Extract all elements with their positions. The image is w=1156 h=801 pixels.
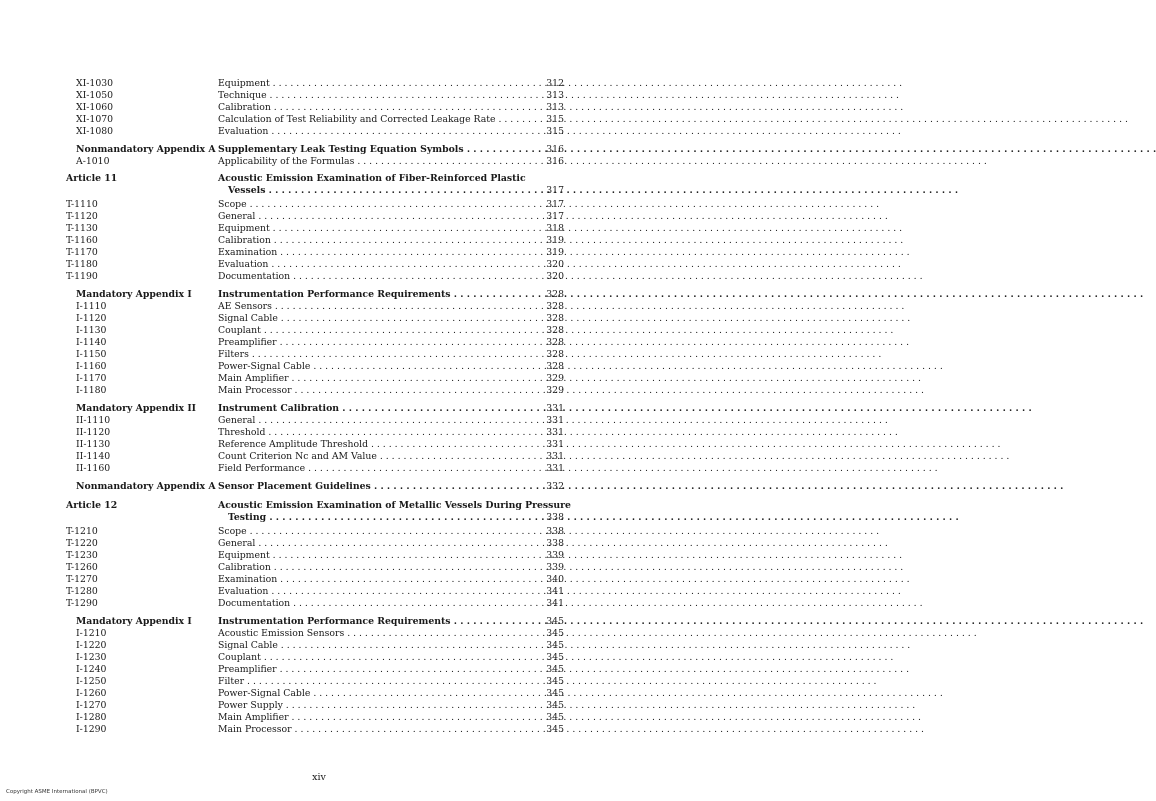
copyright-notice: Copyright ASME International (BPVC): [6, 789, 108, 795]
toc-entry-page: 320: [546, 259, 564, 270]
toc-entry-id: Nonmandatory Appendix A: [76, 144, 216, 155]
toc-entry-title: General . . .: [218, 538, 522, 550]
toc-entry-page: 328: [546, 337, 564, 348]
toc-entry-page: 329: [546, 385, 564, 396]
toc-entry-id: II-1110: [76, 415, 111, 426]
toc-entry-id: XI-1070: [76, 114, 114, 125]
toc-entry-page: 338: [546, 512, 564, 523]
toc-entry-page: 328: [546, 289, 564, 300]
toc-entry-title: Couplant . . .: [218, 652, 522, 664]
toc-entry[interactable]: [66, 688, 566, 700]
toc-entry-id: I-1220: [76, 640, 107, 651]
toc-entry-title: Signal Cable . . .: [218, 313, 522, 325]
toc-entry-title: Power-Signal Cable . . .: [218, 361, 522, 373]
toc-entry-id: Nonmandatory Appendix A: [76, 481, 216, 492]
toc-entry-page: 319: [546, 235, 564, 246]
toc-entry-page: 317: [546, 185, 564, 196]
toc-entry-page: 317: [546, 199, 564, 210]
toc-entry[interactable]: [66, 361, 566, 373]
toc-entry-title: Acoustic Emission Examination of Metallic Vessels During Pressure: [218, 500, 571, 511]
toc-entry-page: 345: [546, 628, 564, 639]
toc-entry[interactable]: [66, 538, 566, 550]
toc-entry-id: I-1130: [76, 325, 107, 336]
toc-entry-id: I-1270: [76, 700, 107, 711]
toc-entry[interactable]: [66, 700, 566, 712]
toc-entry-title: General . . .: [218, 211, 522, 223]
toc-entry[interactable]: [66, 349, 566, 361]
toc-entry[interactable]: [66, 337, 566, 349]
toc-entry-title: Count Criterion Nc and AM Value . . .: [218, 451, 522, 463]
toc-entry[interactable]: [66, 259, 566, 271]
toc-entry-title: Equipment . . .: [218, 78, 522, 90]
toc-entry-title: Instrumentation Performance Requirements . . .: [218, 289, 522, 301]
toc-entry[interactable]: [66, 550, 566, 562]
toc-entry-id: T-1190: [66, 271, 98, 282]
toc-entry-title: Calculation of Test Reliability and Corrected Leakage Rate . . .: [218, 114, 522, 126]
toc-entry-page: 319: [546, 247, 564, 258]
toc-entry-title: Reference Amplitude Threshold . . .: [218, 439, 522, 451]
toc-entry-id: XI-1030: [76, 78, 114, 89]
toc-entry[interactable]: [66, 90, 566, 102]
toc-entry-title: General . . .: [218, 415, 522, 427]
toc-entry-title: Threshold . . .: [218, 427, 522, 439]
toc-entry-title: Technique . . .: [218, 90, 522, 102]
toc-entry-id: XI-1080: [76, 126, 114, 137]
toc-entry-page: 332: [546, 481, 564, 492]
toc-entry[interactable]: [66, 451, 566, 463]
toc-entry-title: Instrument Calibration . . .: [218, 403, 522, 415]
toc-entry-id: Mandatory Appendix I: [76, 289, 192, 300]
toc-entry-title: Vessels . . .: [228, 185, 522, 197]
toc-entry[interactable]: [66, 114, 566, 126]
toc-entry-page: 318: [546, 223, 564, 234]
toc-entry-id: T-1180: [66, 259, 98, 270]
toc-entry[interactable]: [66, 289, 566, 301]
toc-entry-page: 313: [546, 102, 564, 113]
toc-entry-title: Scope . . .: [218, 526, 522, 538]
toc-entry-title: Acoustic Emission Examination of Fiber-Reinforced Plastic: [218, 173, 526, 184]
toc-entry-page: 331: [546, 439, 564, 450]
toc-entry-title: Examination . . .: [218, 574, 522, 586]
toc-entry-id: I-1180: [76, 385, 107, 396]
toc-entry-id: I-1150: [76, 349, 107, 360]
toc-entry-title: Calibration . . .: [218, 102, 522, 114]
page-number: xiv: [312, 772, 326, 783]
toc-entry-page: 328: [546, 349, 564, 360]
toc-entry-title: Evaluation . . .: [218, 586, 522, 598]
toc-entry-title: Preamplifier . . .: [218, 337, 522, 349]
toc-entry[interactable]: [66, 664, 566, 676]
toc-entry-title: Scope . . .: [218, 199, 522, 211]
toc-entry-title: Evaluation . . .: [218, 126, 522, 138]
toc-entry[interactable]: [66, 385, 566, 397]
toc-entry-title: Power-Signal Cable . . .: [218, 688, 522, 700]
toc-entry-title: Documentation . . .: [218, 598, 522, 610]
toc-entry-title: Main Processor . . .: [218, 385, 522, 397]
toc-entry-page: 329: [546, 373, 564, 384]
toc-entry[interactable]: [66, 373, 566, 385]
toc-entry-id: I-1280: [76, 712, 107, 723]
toc-entry-title: Main Processor . . .: [218, 724, 522, 736]
toc-entry-page: 331: [546, 403, 564, 414]
toc-entry-id: Article 12: [66, 500, 118, 511]
toc-entry-page: 339: [546, 550, 564, 561]
toc-entry-page: 328: [546, 313, 564, 324]
toc-entry-id: T-1130: [66, 223, 98, 234]
toc-entry-id: II-1140: [76, 451, 111, 462]
toc-entry-page: 345: [546, 652, 564, 663]
toc-entry[interactable]: [66, 640, 566, 652]
toc-entry[interactable]: [66, 415, 566, 427]
toc-entry-title: Main Amplifier . . .: [218, 712, 522, 724]
toc-entry-page: 338: [546, 538, 564, 549]
toc-entry-page: 331: [546, 451, 564, 462]
toc-entry[interactable]: [66, 616, 566, 628]
toc-entry-title: Applicability of the Formulas . . .: [218, 156, 522, 168]
toc-entry-id: T-1210: [66, 526, 98, 537]
toc-entry-id: I-1250: [76, 676, 107, 687]
toc-entry-title: Equipment . . .: [218, 550, 522, 562]
toc-entry-title: Field Performance . . .: [218, 463, 522, 475]
toc-entry-id: I-1160: [76, 361, 107, 372]
toc-entry-id: T-1110: [66, 199, 98, 210]
toc-entry-title: Testing . . .: [228, 512, 522, 524]
toc-entry-id: Mandatory Appendix I: [76, 616, 192, 627]
toc-entry-page: 345: [546, 676, 564, 687]
toc-entry-id: T-1220: [66, 538, 98, 549]
toc-entry[interactable]: [66, 301, 566, 313]
toc-entry[interactable]: [66, 562, 566, 574]
toc-entry-id: I-1240: [76, 664, 107, 675]
toc-entry-page: 331: [546, 415, 564, 426]
toc-entry[interactable]: [66, 403, 566, 415]
toc-entry-page: 331: [546, 427, 564, 438]
toc-entry[interactable]: [66, 313, 566, 325]
toc-entry-page: 328: [546, 301, 564, 312]
toc-entry-id: XI-1060: [76, 102, 114, 113]
toc-entry[interactable]: [66, 144, 566, 156]
toc-entry-page: 312: [546, 78, 564, 89]
toc-entry-id: I-1170: [76, 373, 107, 384]
toc-entry-title: Signal Cable . . .: [218, 640, 522, 652]
toc-entry[interactable]: [66, 500, 571, 512]
toc-entry[interactable]: [66, 102, 566, 114]
toc-entry-title: Equipment . . .: [218, 223, 522, 235]
toc-entry-page: 315: [546, 114, 564, 125]
toc-entry[interactable]: [66, 211, 566, 223]
toc-entry-id: T-1260: [66, 562, 98, 573]
toc-entry-id: I-1260: [76, 688, 107, 699]
toc-entry-id: Mandatory Appendix II: [76, 403, 197, 414]
toc-entry-id: T-1170: [66, 247, 98, 258]
toc-entry-page: 345: [546, 724, 564, 735]
toc-entry-id: I-1230: [76, 652, 107, 663]
toc-entry-title: Filters . . .: [218, 349, 522, 361]
toc-entry-title: Sensor Placement Guidelines . . .: [218, 481, 522, 493]
toc-entry-id: XI-1050: [76, 90, 114, 101]
toc-entry[interactable]: [66, 235, 566, 247]
toc-entry[interactable]: [66, 223, 566, 235]
toc-entry[interactable]: [66, 427, 566, 439]
toc-entry-page: 345: [546, 688, 564, 699]
toc-entry-page: 341: [546, 586, 564, 597]
toc-entry[interactable]: [66, 325, 566, 337]
toc-entry-page: 340: [546, 574, 564, 585]
toc-entry-page: 345: [546, 700, 564, 711]
toc-entry[interactable]: [66, 247, 566, 259]
toc-entry-id: T-1290: [66, 598, 98, 609]
toc-entry-id: I-1290: [76, 724, 107, 735]
toc-entry-title: Examination . . .: [218, 247, 522, 259]
toc-entry-title: Filter . . .: [218, 676, 522, 688]
toc-entry-page: 338: [546, 526, 564, 537]
toc-entry-title: Supplementary Leak Testing Equation Symbols . . .: [218, 144, 522, 156]
toc-entry-title: Couplant . . .: [218, 325, 522, 337]
toc-entry-id: I-1140: [76, 337, 107, 348]
toc-entry-id: T-1160: [66, 235, 98, 246]
toc-entry-page: 320: [546, 271, 564, 282]
toc-entry-id: II-1160: [76, 463, 111, 474]
toc-entry-id: I-1210: [76, 628, 107, 639]
toc-entry-page: 328: [546, 325, 564, 336]
toc-entry-id: T-1230: [66, 550, 98, 561]
toc-entry[interactable]: [66, 481, 566, 493]
toc-entry-page: 345: [546, 640, 564, 651]
toc-entry-id: I-1110: [76, 301, 107, 312]
toc-entry[interactable]: [66, 526, 566, 538]
toc-entry[interactable]: [66, 628, 566, 640]
toc-entry[interactable]: [66, 199, 566, 211]
toc-entry-page: 315: [546, 126, 564, 137]
toc-entry[interactable]: [66, 598, 566, 610]
toc-entry-title: Acoustic Emission Sensors . . .: [218, 628, 522, 640]
toc-entry-title: Documentation . . .: [218, 271, 522, 283]
toc-entry-page: 316: [546, 144, 564, 155]
toc-entry-id: A-1010: [76, 156, 110, 167]
toc-entry-page: 339: [546, 562, 564, 573]
toc-entry-id: T-1270: [66, 574, 98, 585]
toc-entry[interactable]: [66, 574, 566, 586]
toc-entry[interactable]: [66, 185, 566, 197]
toc-entry-page: 316: [546, 156, 564, 167]
toc-entry-title: Preamplifier . . .: [218, 664, 522, 676]
toc-entry[interactable]: [66, 156, 566, 168]
toc-entry-title: Evaluation . . .: [218, 259, 522, 271]
toc-entry-id: Article 11: [66, 173, 118, 184]
toc-entry[interactable]: [66, 712, 566, 724]
toc-entry-title: AE Sensors . . .: [218, 301, 522, 313]
toc-entry-page: 313: [546, 90, 564, 101]
toc-entry-page: 331: [546, 463, 564, 474]
toc-entry-page: 317: [546, 211, 564, 222]
toc-entry[interactable]: [66, 173, 566, 185]
toc-entry-title: Instrumentation Performance Requirements . . .: [218, 616, 522, 628]
toc-entry-page: 341: [546, 598, 564, 609]
toc-entry[interactable]: [66, 676, 566, 688]
toc-entry[interactable]: [66, 126, 566, 138]
toc-entry[interactable]: [66, 586, 566, 598]
toc-entry[interactable]: [66, 463, 566, 475]
toc-entry-id: II-1130: [76, 439, 111, 450]
toc-entry-title: Power Supply . . .: [218, 700, 522, 712]
toc-entry-title: Calibration . . .: [218, 562, 522, 574]
toc-entry[interactable]: [66, 724, 566, 736]
toc-entry-id: T-1280: [66, 586, 98, 597]
toc-entry-page: 345: [546, 616, 564, 627]
toc-entry[interactable]: [66, 78, 566, 90]
toc-entry-page: 345: [546, 712, 564, 723]
toc-entry[interactable]: [66, 271, 566, 283]
toc-entry-page: 345: [546, 664, 564, 675]
toc-entry[interactable]: [66, 652, 566, 664]
toc-entry-title: Calibration . . .: [218, 235, 522, 247]
toc-entry-id: II-1120: [76, 427, 111, 438]
toc-entry[interactable]: [66, 512, 566, 524]
toc-entry-title: Main Amplifier . . .: [218, 373, 522, 385]
toc-entry-id: I-1120: [76, 313, 107, 324]
toc-entry-page: 328: [546, 361, 564, 372]
toc-entry-id: T-1120: [66, 211, 98, 222]
toc-entry[interactable]: [66, 439, 566, 451]
